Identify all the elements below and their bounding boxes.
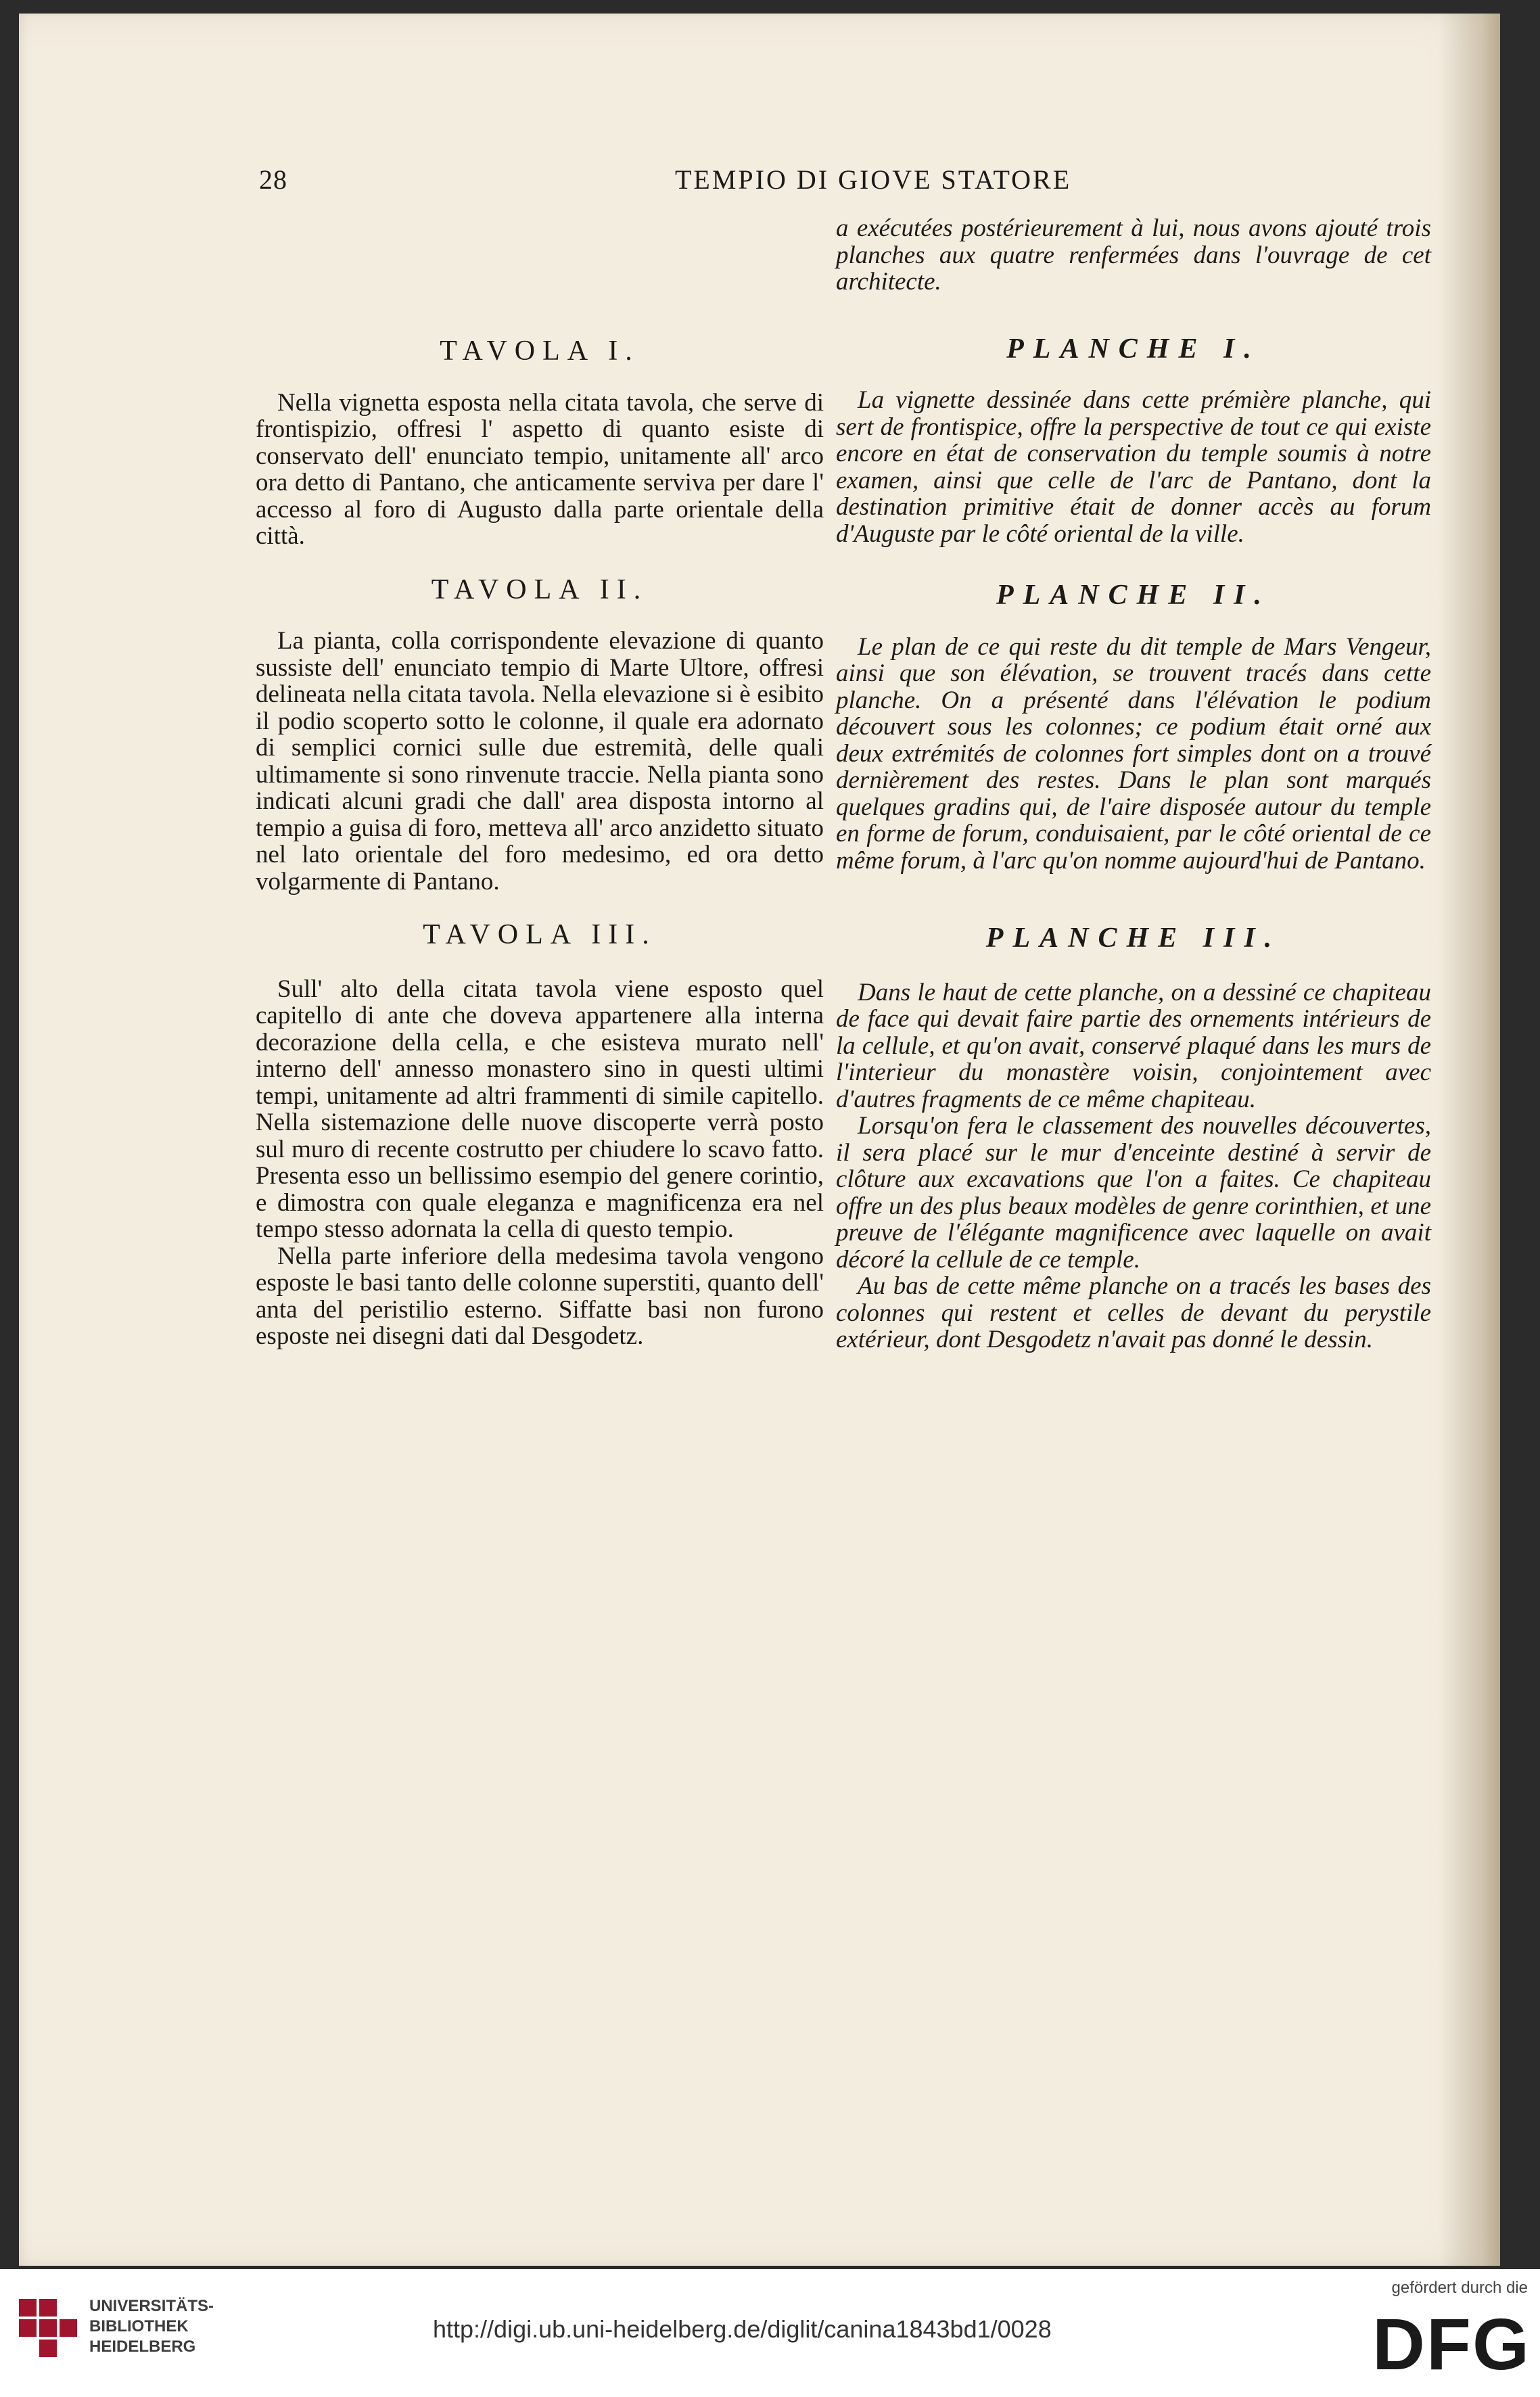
planche-3-text-2: Lorsqu'on fera le classement des nouvelles découvertes, il sera placé sur le mur d'enceinte destiné à servir de clôture aux excavations que l'on a faites. Ce chapiteau offre un des plus beaux modèles de genre corinthien, et une preuve de l'élégante magnificence avec laquelle on avait décoré la cellule de ce temple. xyxy=(836,1112,1431,1274)
planche-1-text: La vignette dessinée dans cette prémière planche, qui sert de frontispice, offre la perspective de tout ce qui existe encore en état de conservation du temple soumis à notre examen, ainsi que celle de l'arc de Pantano, dont la destination primitive était de donner accès au forum d'Auguste par le côté oriental de la ville. xyxy=(836,386,1431,548)
tavola-3-text: Sull' alto della citata tavola viene esposto quel capitello di ante che doveva appartenere alla interna decorazione della cella, e che esisteva murato nell' interno dell' annesso monastero sino in questi ultimi tempi, unitamente ad altri frammenti di simile capitello. Nella sistemazione delle nuove discoperte verrà posto sul muro di recente costrutto per chiudere lo scavo fatto. Presenta esso un bellissimo esempio del genere corintio, e dimostra con quale eleganza e magnificenza era nel tempo stesso adornata la cella di questo tempio. xyxy=(256,975,824,1243)
planche-2-text: Le plan de ce qui reste du dit temple de Mars Vengeur, ainsi que son élévation, se trouvent tracés dans cette planche. On a présenté dans l'élévation le podium découvert sous les colonnes; ce podium était orné aux deux extrémités de colonnes fort simples dont on a trouvé dernièrement des restes. Dans le plan sont marqués quelques gradins qui, de l'aire disposée autour du temple en forme de forum, conduisaient, par le côté oriental de ce même forum, à l'arc qu'on nomme aujourd'hui de Pantano. xyxy=(836,632,1431,875)
running-title: TEMPIO DI GIOVE STATORE xyxy=(675,164,1072,195)
italian-column xyxy=(256,216,824,1350)
planche-3-text-3: Au bas de cette même planche on a tracés les bases des colonnes qui restent et celles de devant du perystile extérieur, dont Desgodetz n'avait pas donné le dessin. xyxy=(836,1272,1431,1353)
permalink-url[interactable]: http://digi.ub.uni-heidelberg.de/diglit/canina1843bd1/0028 xyxy=(433,2315,1052,2343)
dfg-logo: DFG xyxy=(1372,2303,1531,2385)
page-number: 28 xyxy=(259,164,287,195)
planche-3-heading: PLANCHE III. xyxy=(985,923,1282,954)
planche-1-heading: PLANCHE I. xyxy=(1006,333,1261,365)
french-column xyxy=(836,216,1431,1353)
university-library-name: UNIVERSITÄTS- BIBLIOTHEK HEIDELBERG xyxy=(89,2297,214,2356)
planche-3-text: Dans le haut de cette planche, on a dessiné ce chapiteau de face qui devait faire partie des ornements intérieurs de la cellule, et qu'on avait, conservé plaqué dans les murs de l'interieur du monastère voisin, conjointement avec d'autres fragments de ce même chapiteau. xyxy=(836,978,1431,1113)
tavola-3-text-2: Nella parte inferiore della medesima tavola vengono esposte le basi tanto delle colonne superstiti, quanto dell' anta del peristilio esterno. Siffatte basi non furono esposte nei disegni dati dal Desgodetz. xyxy=(256,1242,824,1350)
tavola-1-heading: TAVOLA I. xyxy=(440,335,640,367)
tavola-2-text: La pianta, colla corrispondente elevazione di quanto sussiste dell' enunciato tempio di Marte Ultore, offresi delineata nella citata tavola. Nella elevazione si è esibito il podio scoperto sotto le colonne, il quale era adornato di semplici cornici sulle due estremità, delle quali ultimamente si sono rinvenute traccie. Nella pianta sono indicati alcuni gradi che dall' area disposta intorno al tempio a guisa di foro, metteva all' arco anzidetto situato nel lato orientale del foro medesimo, ed ora detto volgarmente di Pantano. xyxy=(256,627,824,895)
planche-2-heading: PLANCHE II. xyxy=(996,580,1271,611)
funding-caption: gefördert durch die xyxy=(1391,2279,1528,2297)
page-gutter-shadow xyxy=(1439,14,1500,2266)
tavola-3-heading: TAVOLA III. xyxy=(423,919,657,950)
tavola-1-text: Nella vignetta esposta nella citata tavola, che serve di frontispizio, offresi l' aspetto di quanto esiste di conservato dell' enunciato tempio, unitamente all' arco ora detto di Pantano, che anticamente serviva per dare l' accesso al foro di Augusto dalla parte orientale della città. xyxy=(256,388,824,550)
book-page xyxy=(19,14,1500,2266)
viewer-footer xyxy=(0,2269,1540,2397)
university-library-logo-icon xyxy=(14,2292,81,2360)
tavola-2-heading: TAVOLA II. xyxy=(431,574,649,605)
french-intro-text: a exécutées postérieurement à lui, nous avons ajouté trois planches aux quatre renfermées dans l'ouvrage de cet architecte. xyxy=(836,214,1431,296)
